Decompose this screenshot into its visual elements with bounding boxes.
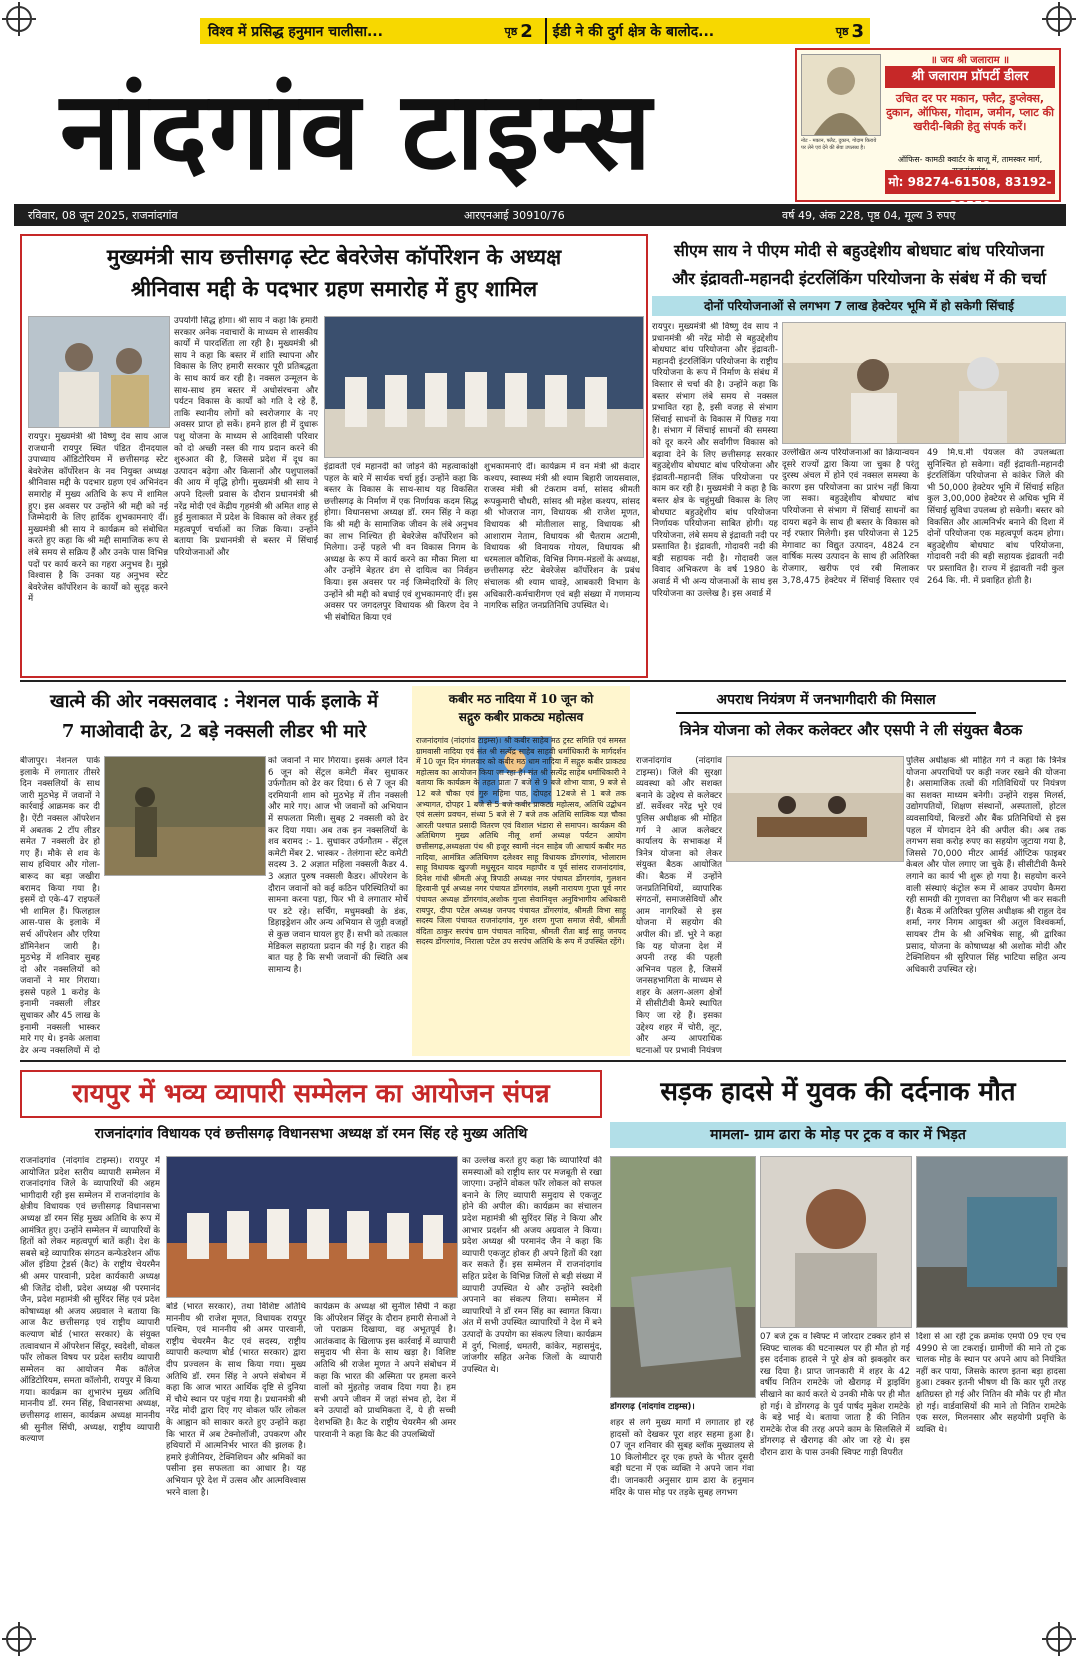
article-photo <box>324 316 644 458</box>
article-traders-conference[interactable] <box>20 1066 602 1626</box>
article-headline: श्रीनिवास मद्दी के पदभार ग्रहण समारोह में हुए शामिल <box>130 276 538 301</box>
article-headline: कबीर मठ नादिया में 10 जून को <box>448 692 594 706</box>
article-body-col: इंद्रावती एवं महानदी को जोड़ने की महत्वाकांक्षी पहल के बारे में सार्थक चर्चा हुई। उन्होंने कहा कि बस्तर के विकास के साथ-साथ यह विकसित छत्तीसगढ़ के निर्माण में एक निर्णायक कदम सिद्ध होगा। विधानसभा अध्यक्ष डॉ. रमन सिंह ने कहा कि श्री मद्दी के सामाजिक जीवन के लंबे अनुभव का लाभ निश्चित ही बेवरेजेस कॉर्पोरेशन को मिलेगा। उन्हें पहले भी वन विकास निगम के अध्यक्ष के रूप में कार्य करने का मौका मिला था और उन्होंने बेहतर ढंग से दायित्व का निर्वहन किया। इस अवसर पर नई जिम्मेदारियों के लिए उन्होंने श्री मद्दी को बधाई एवं शुभकामनाएं दीं। इस अवसर पर जगदलपुर विधायक श्री किरण देव ने भी संबोधित किया एवं <box>324 462 478 623</box>
article-photo <box>610 1156 756 1398</box>
article-subhead: राजनांदगांव विधायक एवं छत्तीसगढ़ विधानसभा अध्यक्ष डॉ रमन सिंह रहे मुख्य अतिथि <box>94 1126 528 1142</box>
article-photo <box>166 1156 458 1298</box>
ad-blessing: ॥ जय श्री जलाराम ॥ <box>930 55 1010 66</box>
article-headline: मुख्यमंत्री साय छत्तीसगढ़ स्टेट बेवरेजेस कॉर्पोरेशन के अध्यक्ष <box>106 244 562 269</box>
article-headline: और इंद्रावती-महानदी इंटरलिंकिंग परियोजना के संबंध में की चर्चा <box>671 269 1047 288</box>
article-body-col: उल्लेखित अन्य परियोजनाओं का क्रियान्वयन दूसरे राज्यों द्वारा किया जा चुका है परंतु दुरस्थ अंचल में होने एवं नक्सल समस्या के कारण इस परियोजना का प्रारंभ नहीं किया जा सका। बहुउद्देशीय बोधघाट बांध परियोजना से संभाग में सिंचाई साधनों का दायरा बढ़ने के साथ ही बस्तर के विकास को नई रफ्तार मिलेगी। इस परियोजना से 125 मेगावाट का विद्युत उत्पादन, 4824 टन वार्षिक मत्स्य उत्पादन के साथ ही अतिरिक्त रोजगार, खरीफ एवं रबी मिलाकर 3,78,475 हेक्टेयर में सिंचाई विस्तार एवं 49 मि.घ.मी पेयजल की उपलब्धता सुनिश्चित हो सकेगा। वहीं इंद्रावती-महानदी इंटरलिंकिंग परियोजना से कांकेर जिले की भी 50,000 हेक्टेयर भूमि में सिंचाई सहित कुल 3,00,000 हेक्टेयर से अधिक भूमि में सिंचाई सुविधा उपलब्ध हो सकेगी। बस्तर को विकसित और आत्मनिर्भर बनाने की दिशा में दोनों परियोजना एक महत्वपूर्ण कदम होगा। बहुउद्देशीय बोधघाट बांध परियोजना, गोदावरी नदी की बड़ी सहायक इंद्रावती नदी पर प्रस्तावित है। राज्य में इंद्रावती नदी कुल 264 कि. मी. में प्रवाहित होती है। <box>782 448 1064 586</box>
issue-info: वर्ष 49, अंक 228, पृष्ठ 04, मूल्य 3 रुपए <box>782 208 956 222</box>
article-headline: सड़क हादसे में युवक की दर्दनाक मौत <box>660 1077 1016 1107</box>
article-subhead: दोनों परियोजनाओं से लगभग 7 लाख हेक्टेयर भूमि में हो सकेगी सिंचाई <box>652 296 1066 316</box>
article-body-col: शहर से लगे मुख्य मार्गों में लगातार हो रहे हादसों को देखकर पूरा शहर सहमा हुआ है। 07 जून शनिवार की सुबह ब्लॉक मुख्यालय से 10 किलोमीटर दूर एक हफ्ते के भीतर दूसरी बड़ी घटना में एक व्यक्ति ने अपने जान गंवा दी। जानकारी अनुसार ग्राम ढारा के हनुमान मंदिर के पास मोड़ पर तड़के सुबह लगभग <box>610 1418 754 1498</box>
photo-caption: डोंगरगढ़ (नांदगांव टाइम्स)। <box>610 1402 695 1412</box>
rni-number: आरएनआई 30910/76 <box>464 208 565 222</box>
article-cm-beverages[interactable] <box>20 234 648 678</box>
article-body-col: को जवानों ने मार गिराया। इसके अगले दिन 6 जून को सेंट्रल कमेटी मेंबर सुधाकर उर्फगौतम को ढेर कर दिया। 6 से 7 जून की दरमियानी शाम को मुठभेड़ में तीन नक्सली और मारे गए। आज भी जवानों को अभियान में सफलता मिली। सुबह 2 नक्सली को ढेर कर दिया गया। अब तक इन नक्सलियों के शव बरामद :- 1. सुधाकर उर्फगौतम - सेंट्रल कमेटी मेंबर 2. भास्कर - तेलंगाना स्टेट कमेटी सदस्य 3. 2 अज्ञात महिला नक्सली कैडर 4. 3 अज्ञात पुरुष नक्सली कैडर। ऑपरेशन के दौरान जवानों को कई कठिन परिस्थितियों का सामना करना पड़ा, फिर भी वे लगातार मोर्चे पर डटे रहे। सर्चिंग, मधुमक्खी के डंक, डिहाइड्रेशन और अन्य अभियान से जुड़ी वजहों से कुछ जवान घायल हुए हैं। सभी को तत्काल मेडिकल सहायता प्रदान की गई है। राहत की बात यह है कि सभी जवानों की स्थिति अब सामान्य है। <box>268 756 408 975</box>
article-body-col: राजनांदगांव (नांदगांव टाइम्स)। रायपुर में आयोजित प्रदेश स्तरीय व्यापारी सम्मेलन में राजनांदगांव जिले के व्यापारियों की अहम भागीदारी रही इस सम्मेलन में राजनांदगांव के क्षेत्रीय विधायक एवं छत्तीसगढ़ विधानसभा अध्यक्ष डॉ रमन सिंह मुख्य अतिथि के रूप में आमंत्रित हुए। उन्होंने सम्मेलन में व्यापारियों के हितों को लेकर महत्वपूर्ण बातें कही। देश के सबसे बड़े व्यापारिक संगठन कन्फेडरेशन ऑफ ऑल इंडिया ट्रेडर्स (कैट) के राष्ट्रीय चेयरमैन श्री अमर पारवानी, प्रदेश कार्यकारी अध्यक्ष श्री जितेंद्र दोशी, प्रदेश अध्यक्ष श्री परमानंद जैन, प्रदेश महामंत्री श्री सुरिंदर सिंह एवं प्रदेश कोषाध्यक्ष श्री अजय अग्रवाल ने बताया कि आज कैट छत्तीसगढ़ एवं राष्ट्रीय व्यापारी कल्याण बोर्ड (भारत सरकार) के संयुक्त तत्वावधान में ऑपरेशन सिंदूर, स्वदेशी, वोकल फॉर लोकल विषय पर प्रदेश स्तरीय व्यापारी सम्मेलन का आयोजन मैक कॉलेज ऑडिटोरियम, समता कॉलोनी, रायपुर में किया गया। कार्यक्रम का शुभारंभ मुख्य अतिथि माननीय डॉ. रमन सिंह, विधानसभा अध्यक्ष, छत्तीसगढ़ शासन, कार्यक्रम अध्यक्ष माननीय श्री सुनील सिंघी, अध्यक्ष, राष्ट्रीय व्यापारी कल्याण <box>20 1156 160 1445</box>
teaser-left[interactable]: विश्व में प्रसिद्ध हनुमान चालीसा... <box>208 23 383 40</box>
masthead: नांदगांव टाइम्स <box>60 68 654 194</box>
date-bar <box>14 204 1066 226</box>
article-body-col: दिशा से आ रही ट्रक क्रमांक एमपी 09 एच एच 4990 से जा टकराई। ग्रामीणों की माने तो ट्रक चालक मोड़ के स्थान पर अपने आप को नियंत्रित नहीं कर पाया, जिसके कारण इतना बड़ा हादसा हुआ। टक्कर इतनी भीषण थी कि कार पूरी तरह क्षतिग्रस्त हो गई और नितिन की मौके पर ही मौत हो गई। वार्डवासियों की माने तो नितिन रामटेके एक सरल, मिलनसार और सहयोगी प्रवृत्ति के व्यक्ति थे। <box>916 1332 1066 1435</box>
ad-address: ऑफिस- कामठी क्वार्टर के बाजू में, तामस्कर मार्ग, <box>897 155 1043 164</box>
ad-phone[interactable]: मो: 98274-61508, 83192- <box>885 170 1055 194</box>
ad-portrait <box>801 54 881 136</box>
article-trinetra-yojana[interactable] <box>636 686 1066 1056</box>
top-teaser-strip: विश्व में प्रसिद्ध हनुमान चालीसा... पृष्ठ 2 ईडी ने की दुर्ग क्षेत्र के बालोद... पृष्ठ 3 <box>200 18 870 44</box>
article-body-col: राजनांदगांव (नांदगांव टाइम्स)। श्री कबीर साहेब मठ ट्रस्ट समिति एवं समस्त ग्रामवासी नादिया एवं संत श्री सत्येंद्र साहेब साहवी धर्माधिकारी के मार्गदर्शन में 10 जून दिन मंगलवार को कबीर मठ धाम नादिया में सद्गुरु कबीर प्राकट्य महोत्सव का आयोजन किया जा रहा है। संत श्री सत्येंद्र साहेब धर्माधिकारी ने बताया कि कार्यक्रम के तहत प्रातः 7 बजे से 9 बजे शोभा यात्रा, 9 बजे से 12 बजे चौका एवं गुरु महिमा पाठ, दोपहर 12बजे से 1 बजे तक अभ्यागत, दोपहर 1 बजे से 5 बजे कबीर प्राकट्य महोत्सव, अतिथि उद्बोधन एवं सत्संग प्रवचन, संध्या 5 बजे से 7 बजे तक अतिथि सात्विक यज्ञ चौका आरती पश्चात प्रसादी वितरण एवं विशाल भंडारा से समापन। कार्यक्रम की अतिथिगण मुख्य अतिथि नीलू शर्मा अध्यक्ष पर्यटन आयोग छत्तीसगढ़,अध्यक्षता पंथ श्री हजूर स्वामी नंदन साहेब जी आचार्य कबीर मठ नादिया, आमंत्रित अतिथिगण दलेश्वर साहू विधायक डोंगरगांव, भोलाराम साहू विधायक खुज्जी मधुसूदन यादव महापौर व पूर्व सांसद राजनांदगांव, दिनेश गांधी श्रीमती अंजू त्रिपाठी अध्यक्ष नगर पंचायत डोंगरगांव, गुलशन हिरवानी पूर्व अध्यक्ष नगर पंचायत डोंगरगांव, लक्ष्मी नारायण गुप्ता पूर्व नगर पंचायत अध्यक्ष डोंगरगांव,अशोक गुप्ता सेवानिवृत्त अनुविभागीय अधिकारी रायपुर, दीपा पटेल अध्यक्ष जनपद पंचायत डोंगरगांव, श्रीमती विभा साहू सदस्य जिला पंचायत राजनांदगांव, गुरु शरण गुप्ता समाज सेवी, श्रीमती वंदिता ठाकुर सरपंच ग्राम पंचायत नादिया, श्रीमती रीता बाई साहू जनपद सदस्य डोंगरगांव, निराला पटेल उप सरपंच अतिथि के रूप में उपस्थित रहेंगे। <box>416 736 626 947</box>
registration-mark <box>6 6 32 32</box>
article-photo <box>104 756 266 876</box>
article-bodhghat-project[interactable] <box>652 234 1066 674</box>
article-naxal-encounter[interactable] <box>20 686 408 1056</box>
article-body-col: का उल्लेख करते हुए कहा कि व्यापारियों की समस्याओं को राष्ट्रीय स्तर पर मजबूती से रखा जाएगा। उन्होंने वोकल फॉर लोकल को सफल बनाने के लिए व्यापारी समुदाय से एकजुट होने की अपील की। कार्यक्रम का संचालन प्रदेश महामंत्री श्री सुरिंदर सिंह ने किया और आभार प्रदर्शन श्री अजय अग्रवाल ने किया। प्रदेश अध्यक्ष श्री परमानंद जैन ने कहा कि व्यापारी एकजुट होकर ही अपने हितों की रक्षा कर सकते हैं। इस सम्मेलन में राजनांदगांव सहित प्रदेश के विभिन्न जिलों से बड़ी संख्या में व्यापारी उपस्थित थे और उन्होंने स्वदेशी अपनाने का संकल्प लिया। सम्मेलन में व्यापारियों ने डॉ रमन सिंह का स्वागत किया। अंत में सभी उपस्थित व्यापारियों ने देश में बने उत्पादों के उपयोग का संकल्प लिया। कार्यक्रम में दुर्ग, भिलाई, धमतरी, कांकेर, महासमुंद, जांजगीर सहित अनेक जिलों के व्यापारी उपस्थित थे। <box>462 1156 602 1375</box>
registration-mark <box>6 1626 32 1652</box>
edition-date: रविवार, 08 जून 2025, राजनांदगांव <box>28 208 178 222</box>
article-headline: रायपुर में भव्य व्यापारी सम्मेलन का आयोजन संपन्न <box>20 1070 602 1118</box>
registration-mark <box>1046 6 1072 32</box>
article-headline: खात्मे की ओर नक्सलवाद : नेशनल पार्क इलाके में <box>50 691 378 712</box>
article-headline: 7 माओवादी ढेर, 2 बड़े नक्सली लीडर भी मारे <box>61 721 367 742</box>
teaser-right[interactable]: ईडी ने की दुर्ग क्षेत्र के बालोद... <box>552 23 715 40</box>
registration-mark <box>1046 1626 1072 1652</box>
article-photo <box>760 1156 912 1328</box>
article-photo <box>28 316 170 428</box>
article-photo <box>782 322 1066 444</box>
article-photo <box>916 1156 1068 1328</box>
article-body-col: कार्यक्रम के अध्यक्ष श्री सुनील सिंघी ने कहा कि ऑपरेशन सिंदूर के दौरान हमारी सेनाओं ने जो पराक्रम दिखाया, वह अभूतपूर्व है। आतंकवाद के खिलाफ इस कार्रवाई में व्यापारी समुदाय भी सेना के साथ खड़ा है। विशिष्ट अतिथि श्री राजेश मूणत ने अपने संबोधन में कहा कि भारत की अस्मिता पर हमला करने वालों को मुंहतोड़ जवाब दिया गया है। हम सभी अपने जीवन में जहां संभव हो, देश में बने उत्पादों को प्राथमिकता दें, ये ही सच्ची देशभक्ति है। कैट के राष्ट्रीय चेयरमैन श्री अमर पारवानी ने कहा कि कैट की उपलब्धियों <box>314 1302 456 1440</box>
ad-description: उचित दर पर मकान, फ्लैट, डुप्लेक्स, दुकान, ऑफिस, गोदाम, जमीन, प्लाट की खरीदी-बिक्री हेतु संपर्क करें। <box>886 92 1054 133</box>
article-headline: सीएम साय ने पीएम मोदी से बहुउद्देशीय बोधघाट बांध परियोजना <box>674 241 1044 260</box>
ad-title: श्री जलाराम प्रॉपर्टी डीलर <box>885 66 1055 88</box>
article-headline: सद्गुरु कबीर प्राकट्य महोत्सव <box>458 710 584 724</box>
article-kabir-festival[interactable] <box>412 686 630 1056</box>
article-body-col: उपयोगी सिद्ध होगा। श्री साय ने कहा कि हमारी सरकार अनेक नवाचारों के माध्यम से शासकीय कार्यों में पारदर्शिता ला रही है। मुख्यमंत्री श्री साय ने कहा कि बस्तर में शांति स्थापना और विकास के लिए हमारी सरकार पूरी प्रतिबद्धता के साथ कार्य कर रही है। नक्सल उन्मूलन के साथ-साथ हम बस्तर में अधोसंरचना और पर्यटन विकास के कार्यों को गति दे रहे हैं, ताकि स्थानीय लोगों को स्वरोजगार के नए अवसर प्राप्त हो सकें। हमने हाल ही में दुधारू पशु योजना के माध्यम से आदिवासी परिवार को दो अच्छी नस्ल की गाय प्रदान करने की शुरुआत की है, जिससे प्रदेश में दूध का उत्पादन बढ़ेगा और किसानों और पशुपालकों की आय में वृद्धि होगी। मुख्यमंत्री श्री साय ने अपने दिल्ली प्रवास के दौरान प्रधानमंत्री श्री नरेंद्र मोदी एवं केंद्रीय गृहमंत्री श्री अमित शाह से हुई मुलाकात में प्रदेश के विकास को लेकर हुई महत्वपूर्ण चर्चाओं का जिक्र किया। उन्होंने बताया कि प्रधानमंत्री से बस्तर में सिंचाई परियोजनाओं और <box>174 316 318 558</box>
article-headline: त्रिनेत्र योजना को लेकर कलेक्टर और एसपी ने ली संयुक्त बैठक <box>679 721 1023 739</box>
article-photo <box>726 756 904 862</box>
ad-note: नोट - मकान, फ्लैट, दुकान, गोदाम किराये पर लेने एवं देने की सेवा उपलब्ध है। <box>801 138 877 151</box>
article-body-col: रायपुर। मुख्यमंत्री श्री विष्णु देव साय ने प्रधानमंत्री श्री नरेंद्र मोदी से बहुउद्देशीय बोधघाट बांध परियोजना और इंद्रावती-महानदी इंटरलिंकिंग परियोजना के राष्ट्रीय परियोजना के रूप में निर्माण के संबंध में विस्तार से चर्चा की है। उन्होंने कहा कि बस्तर संभाग लंबे समय से नक्सल प्रभावित रहा है, इसी वजह से संभाग सिंचाई साधनों के विकास में पिछड़ गया है। संभाग में सिंचाई साधनों की समस्या को दूर करने और सर्वांगीण विकास को बढ़ावा देने के लिए छत्तीसगढ़ सरकार बहुउद्देशीय बोधघाट बांध परियोजना और इंद्रावती-महानदी लिंक परियोजना पर काम कर रही है। मुख्यमंत्री ने कहा है कि बस्तर क्षेत्र के चहुंमुखी विकास के लिए बोधघाट बहुउद्देशीय बांध परियोजना निर्णायक परियोजना साबित होगी। यह परियोजना, लंबे समय से इंद्रावती नदी पर प्रस्तावित है। इंद्रावती, गोदावरी नदी की बड़ी सहायक नदी है। गोदावरी जल विवाद अभिकरण के वर्ष 1980 के अवार्ड में भी अन्य योजनाओं के साथ इस परियोजना का उल्लेख है। इस अवार्ड में <box>652 322 778 599</box>
article-road-accident[interactable] <box>610 1066 1066 1626</box>
article-body-col: बोर्ड (भारत सरकार), तथा विशिष्ट अतिथि माननीय श्री राजेश मूणत, विधायक रायपुर पश्चिम, एवं माननीय श्री अमर पारवानी, राष्ट्रीय चेयरमैन कैट एवं सदस्य, राष्ट्रीय व्यापारी कल्याण बोर्ड (भारत सरकार) द्वारा दीप प्रज्वलन के साथ किया गया। मुख्य अतिथि डॉ. रमन सिंह ने अपने संबोधन में कहा कि आज भारत आर्थिक दृष्टि से दुनिया में चौथे स्थान पर पहुंच गया है। प्रधानमंत्री श्री नरेंद्र मोदी द्वारा दिए गए वोकल फॉर लोकल के आह्वान को साकार करते हुए उन्होंने कहा कि भारत में अब टेक्नोलॉजी, उपकरण और हथियारों में आत्मनिर्भर भारत की झलक है। हमारे इंजीनियर, टेक्निशियन और श्रमिकों का पसीना इस सफलता का आधार है। यह अभियान पूरे देश में उत्सव और आत्मविश्वास भरने वाला है। <box>166 1302 306 1498</box>
article-body-col: बीजापुर। नेशनल पार्क इलाके में लगातार तीसरे दिन नक्सलियों के साथ जारी मुठभेड़ में जवानों ने कार्रवाई आक्रमक कर दी है। ऐंटी नक्सल ऑपरेशन में अबतक 2 टॉप लीडर समेत 7 नक्सली ढेर हो गए हैं। मौके से शव के साथ हथियार और गोला-बारूद का बड़ा जखीरा बरामद किया गया है। इसमें दो एके-47 राइफलें भी शामिल हैं। फिलहाल आस-पास के इलाके में सर्च ऑपरेशन और एरिया डॉमिनेशन जारी है। मुठभेड़ में शनिवार सुबह दो और नक्सलियों को जवानों ने मार गिराया। इससे पहले 1 करोड़ के इनामी नक्सली लीडर सुधाकर और 45 लाख के इनामी नक्सली भास्कर मारे गए थे। इनके अलावा ढेर अन्य नक्सलियों में दो <box>20 756 100 1056</box>
article-body-col: राजनांदगांव (नांदगांव टाइम्स)। जिले की सुरक्षा व्यवस्था को और सशक्त बनाने के उद्देश्य से कलेक्टर डॉ. सर्वेश्वर नरेंद्र भुरे एवं पुलिस अधीक्षक श्री मोहित गर्ग ने आज कलेक्टर कार्यालय के सभाकक्ष में त्रिनेत्र योजना को लेकर संयुक्त बैठक आयोजित की। बैठक में उन्होंने जनप्रतिनिधियों, व्यापारिक संगठनों, समाजसेवियों और आम नागरिकों से इस योजना में सहयोग की अपील की। डॉ. भुरे ने कहा कि यह योजना देश में अपनी तरह की पहली अभिनव पहल है, जिसमें जनसहभागिता के माध्यम से शहर के अलग-अलग क्षेत्रों में सीसीटीवी कैमरे स्थापित किए जा रहे हैं। इसका उद्देश्य शहर में चोरी, लूट, और अन्य आपराधिक घटनाओं पर प्रभावी नियंत्रण <box>636 756 722 1056</box>
article-kicker: अपराध नियंत्रण में जनभागीदारी की मिसाल <box>676 688 976 714</box>
property-dealer-ad[interactable] <box>795 48 1061 202</box>
article-subhead: मामला- ग्राम ढारा के मोड़ पर ट्रक व कार में भिड़त <box>610 1122 1066 1148</box>
article-body-col: रायपुर। मुख्यमंत्री श्री विष्णु देव साय आज राजधानी रायपुर स्थित पंडित दीनदयाल उपाध्याय ऑडिटोरियम में छत्तीसगढ़ स्टेट बेवरेजेस कॉर्पोरेशन के नव नियुक्त अध्यक्ष श्रीनिवास मद्दी के पदभार ग्रहण एवं अभिनंदन समारोह में मुख्य अतिथि के रूप में शामिल हुए। इस अवसर पर उन्होंने श्री मद्दी को नई जिम्मेदारी के लिए हार्दिक शुभकामनाएं दीं। मुख्यमंत्री श्री साय ने कार्यक्रम को संबोधित करते हुए कहा कि श्री मद्दी सामाजिक रूप से लंबे समय से सक्रिय हैं और उनके पास विभिन्न पदों पर कार्य करने का गहरा अनुभव है। मुझे विश्वास है कि उनका यह अनुभव स्टेट बेवरेजेस कॉर्पोरेशन के कार्यों को सुदृढ़ करने में <box>28 432 168 605</box>
article-body-col: पुलिस अधीक्षक श्री मोहित गर्ग ने कहा कि त्रिनेत्र योजना अपराधियों पर कड़ी नजर रखने की योजना है। असामाजिक तत्वों की गतिविधियों पर नियंत्रण का सशक्त माध्यम बनेगी। उन्होंने राइस मिलर्स, उद्योगपतियों, शिक्षण संस्थानों, अस्पतालों, होटल व्यवसायियों, बिल्डरों और बैंक प्रतिनिधियों से इस पहल में योगदान देने की अपील की। अब तक लगभग सवा करोड़ रुपए का सहयोग जुटाया गया है, जिससे 70,000 मीटर आर्मर्ड ऑप्टिक फाइबर केबल और पोल लगाए जा चुके हैं। सीसीटीवी कैमरे लगाने का कार्य भी शुरू हो गया है। सहयोग करने वाली संस्थाएं कंट्रोल रूम में आकर उपयोग कैमरा रही सामग्री की गुणवत्ता का निरीक्षण भी कर सकती हैं। बैठक में अतिरिक्त पुलिस अधीक्षक श्री राहुल देव शर्मा, नगर निगम आयुक्त श्री अतुल विश्वकर्मा, सायबर टीम के श्री अभिषेक साहू, श्री द्वारिका प्रसाद, योजना के कोषाध्यक्ष श्री अशोक मोदी और टेक्निशियन श्री सुरिपाल सिंह भाटिया सहित अन्य अधिकारी उपस्थित रहे। <box>906 756 1066 975</box>
article-body-col: 07 बजे ट्रक व स्विफ्ट में जोरदार टक्कर होने से स्विफ्ट चालक की घटनास्थल पर ही मौत हो गई इस दर्दनाक हादसे ने पूरे क्षेत्र को झकझोर कर रख दिया है। प्राप्त जानकारी में शहर के 42 वर्षीय नितिन रामटेके जो खैरागढ़ में ड्राइविंग सीखाने का कार्य करते थे उनकी मौके पर ही मौत हो गई। वे डोंगरगढ़ के पुर्व पार्षद मुकेश रामटेके के बड़े भाई थे। बताया जाता है की नितिन रामटेके रोज की तरह अपने काम के सिलसिले में डोंगरगढ़ से खैरागढ़ की ओर जा रहे थे। इस दौरान ढारा के पास उनकी स्विफ्ट गाड़ी विपरीत <box>760 1332 910 1458</box>
article-body-col: शुभकामनाएं दीं। कार्यक्रम में वन मंत्री श्री केदार कश्यप, स्वास्थ्य मंत्री श्री श्याम बिहारी जायसवाल, राजस्व मंत्री श्री टंकराम वर्मा, सांसद श्रीमती रूपकुमारी चौधरी, सांसद श्री महेश कश्यप, सांसद श्री भोजराज नाग, विधायक श्री राजेश मूणत, विधायक श्री मोतीलाल साहू, विधायक श्री आशाराम नेताम, विधायक श्री चैतराम अटामी, विधायक श्री विनायक गोयल, विधायक श्री धरमलाल कौशिक, विभिन्न निगम-मंडलों के अध्यक्ष, छत्तीसगढ़ स्टेट बेवरेजेस कॉर्पोरेशन के प्रबंध संचालक श्री श्याम धावड़े, आबकारी विभाग के अधिकारी-कर्मचारीगण एवं बड़ी संख्या में गणमान्य नागरिक सहित जनप्रतिनिधि उपस्थित थे। <box>484 462 640 612</box>
